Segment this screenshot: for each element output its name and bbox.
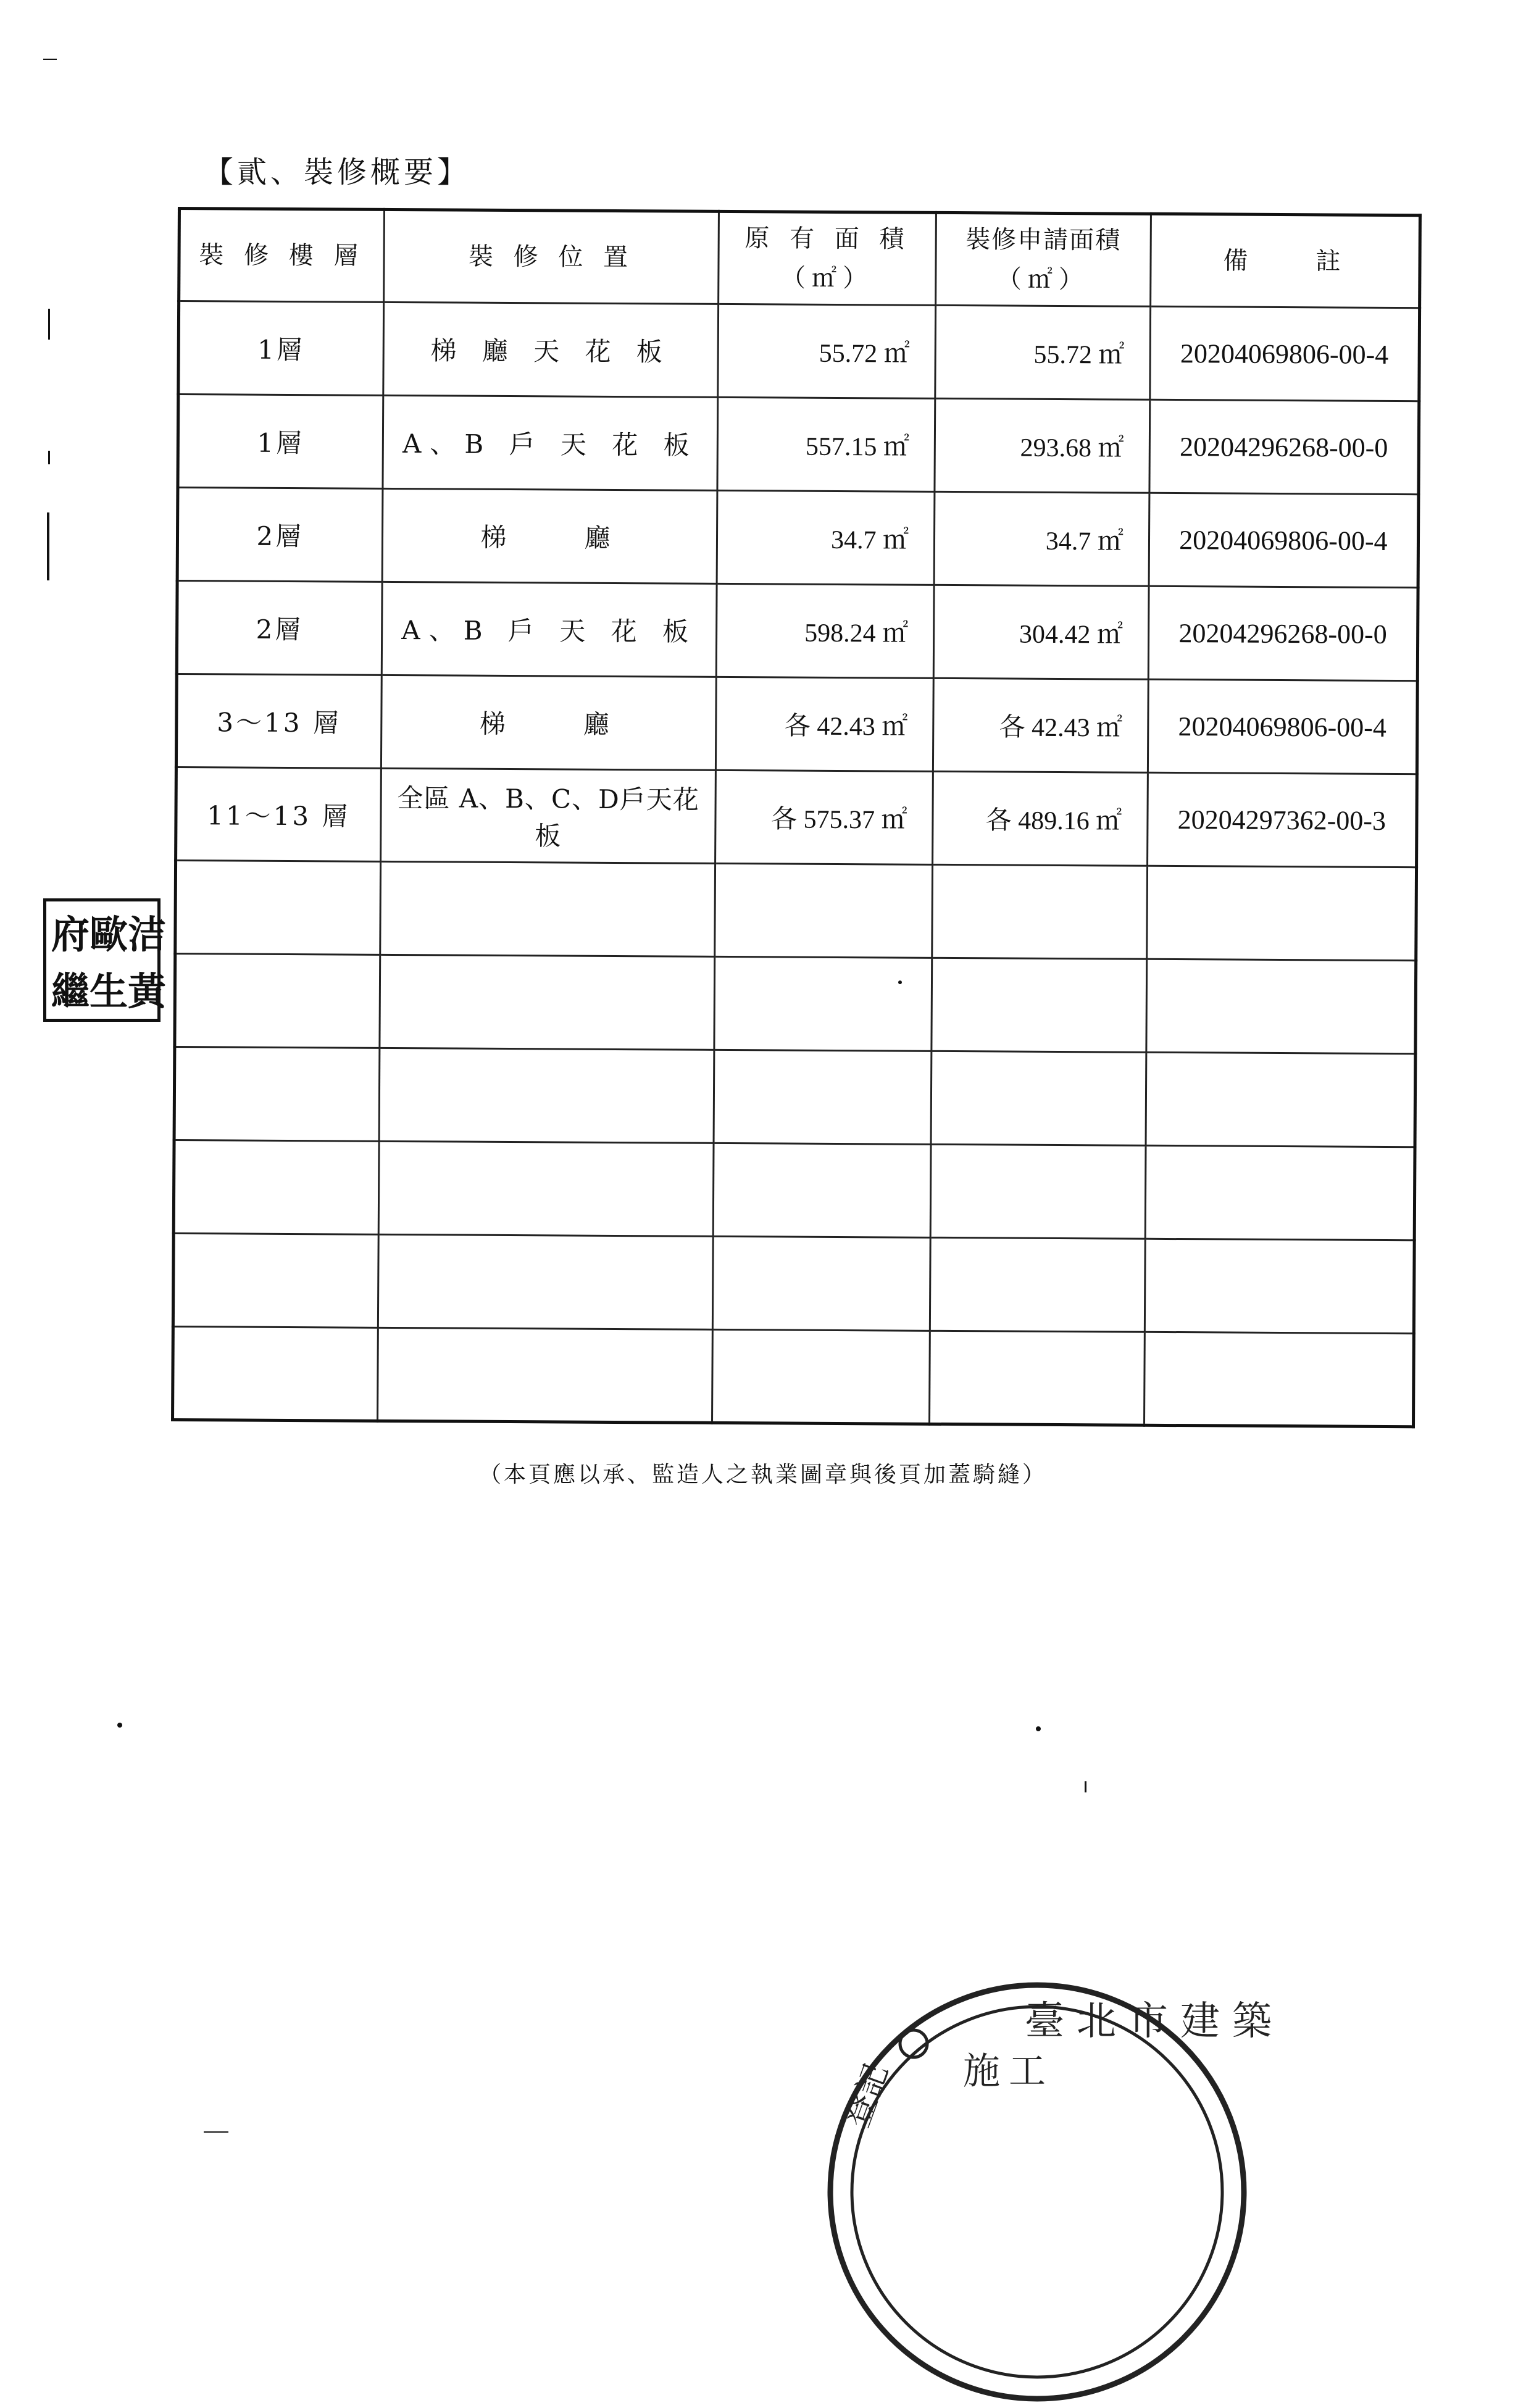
- scan-mark: [204, 2131, 228, 2133]
- footer-note: （本頁應以承、監造人之執業圖章與後頁加蓋騎縫）: [478, 1462, 1047, 1487]
- header-remarks: 備 註: [1150, 214, 1420, 307]
- header-applied-area-unit: （㎡）: [996, 265, 1090, 295]
- renovation-summary-table: [171, 207, 1422, 1428]
- empty-table-row: [173, 1140, 1415, 1240]
- cell-applied-area: 55.72 ㎡: [935, 305, 1151, 399]
- scan-dot: [117, 1723, 122, 1728]
- header-applied-area-label: 裝修申請面積: [965, 225, 1122, 255]
- table-row: [177, 488, 1419, 588]
- cell-position: A、B 戶 天 花 板: [383, 395, 719, 490]
- table-header-row: [179, 209, 1420, 308]
- empty-table-row: [175, 953, 1416, 1053]
- scan-mark: [47, 512, 49, 580]
- scan-mark: [48, 309, 50, 340]
- table-row: [176, 674, 1417, 774]
- cell-applied-area: 293.68 ㎡: [935, 398, 1150, 493]
- cell-remarks: 20204069806-00-4: [1149, 493, 1419, 587]
- header-original-area: [719, 211, 936, 305]
- seal-char: 洁: [128, 912, 167, 957]
- header-original-area-unit: （㎡）: [780, 264, 874, 293]
- header-original-area-label: 原 有 面 積: [744, 224, 911, 254]
- seal-char: 歐: [90, 912, 128, 957]
- table-row: [178, 301, 1420, 401]
- cell-original-area: 598.24 ㎡: [717, 583, 935, 678]
- empty-table-row: [174, 1047, 1416, 1147]
- cell-position: 梯 廳: [382, 488, 718, 583]
- cell-original-area: 各 575.37 ㎡: [715, 770, 933, 864]
- cell-position: 梯 廳: [381, 675, 717, 770]
- cell-original-area: 557.15 ㎡: [717, 397, 935, 491]
- header-applied-area: [936, 212, 1151, 306]
- seal-side-text: 登記: [838, 2059, 896, 2133]
- empty-table-row: [173, 1233, 1414, 1333]
- seal-inner-text: 施工: [963, 2050, 1054, 2093]
- cell-original-area: 34.7 ㎡: [717, 490, 935, 585]
- cell-remarks: 20204297362-00-3: [1147, 772, 1417, 867]
- section-title: 【貳、裝修概要】: [204, 155, 471, 190]
- scan-mark: [43, 59, 57, 60]
- cell-original-area: 各 42.43 ㎡: [716, 677, 934, 771]
- cell-applied-area: 34.7 ㎡: [934, 491, 1149, 586]
- architect-seal-stamp: [43, 898, 167, 1022]
- cell-original-area: 55.72 ㎡: [718, 304, 936, 398]
- empty-table-row: [173, 1326, 1414, 1426]
- header-floor: 裝 修 樓 層: [179, 209, 384, 303]
- seal-char: 生: [90, 969, 128, 1014]
- cell-remarks: 20204296268-00-0: [1148, 586, 1418, 680]
- cell-position: A、B 戶 天 花 板: [382, 582, 717, 677]
- cell-floor: 2層: [177, 488, 382, 582]
- empty-table-row: [175, 860, 1417, 960]
- cell-floor: 1層: [178, 395, 383, 489]
- cell-applied-area: 各 42.43 ㎡: [933, 678, 1148, 772]
- cell-position: 梯 廳 天 花 板: [383, 302, 719, 397]
- cell-remarks: 20204296268-00-0: [1149, 399, 1419, 494]
- cell-floor: 2層: [177, 581, 382, 675]
- seal-outer-ring: [830, 1985, 1244, 2399]
- table-row: [177, 581, 1418, 681]
- cell-floor: 11～13 層: [176, 767, 381, 861]
- official-round-seal-stamp: [821, 1976, 1284, 2408]
- table-row: [176, 767, 1417, 867]
- cell-applied-area: 各 489.16 ㎡: [933, 771, 1148, 866]
- cell-remarks: 20204069806-00-4: [1148, 679, 1417, 774]
- cell-applied-area: 304.42 ㎡: [933, 585, 1149, 679]
- seal-char: 黃: [128, 969, 167, 1014]
- cell-remarks: 20204069806-00-4: [1150, 306, 1420, 401]
- cell-position: 全區 A、B、C、D戶天花板: [380, 768, 716, 863]
- scan-dot: [898, 980, 902, 984]
- seal-char: 府: [51, 912, 90, 957]
- seal-char: 繼: [51, 969, 90, 1014]
- cell-floor: 3～13 層: [176, 674, 381, 769]
- header-position: 裝 修 位 置: [383, 209, 719, 304]
- scan-mark: [1085, 1781, 1086, 1792]
- seal-top-text: 臺北市建築: [1025, 1999, 1284, 2044]
- scan-mark: [48, 451, 50, 464]
- renovation-summary-table-wrapper: [171, 207, 1422, 1424]
- scan-dot: [1036, 1726, 1041, 1731]
- table-row: [178, 395, 1419, 495]
- cell-floor: 1層: [178, 301, 383, 396]
